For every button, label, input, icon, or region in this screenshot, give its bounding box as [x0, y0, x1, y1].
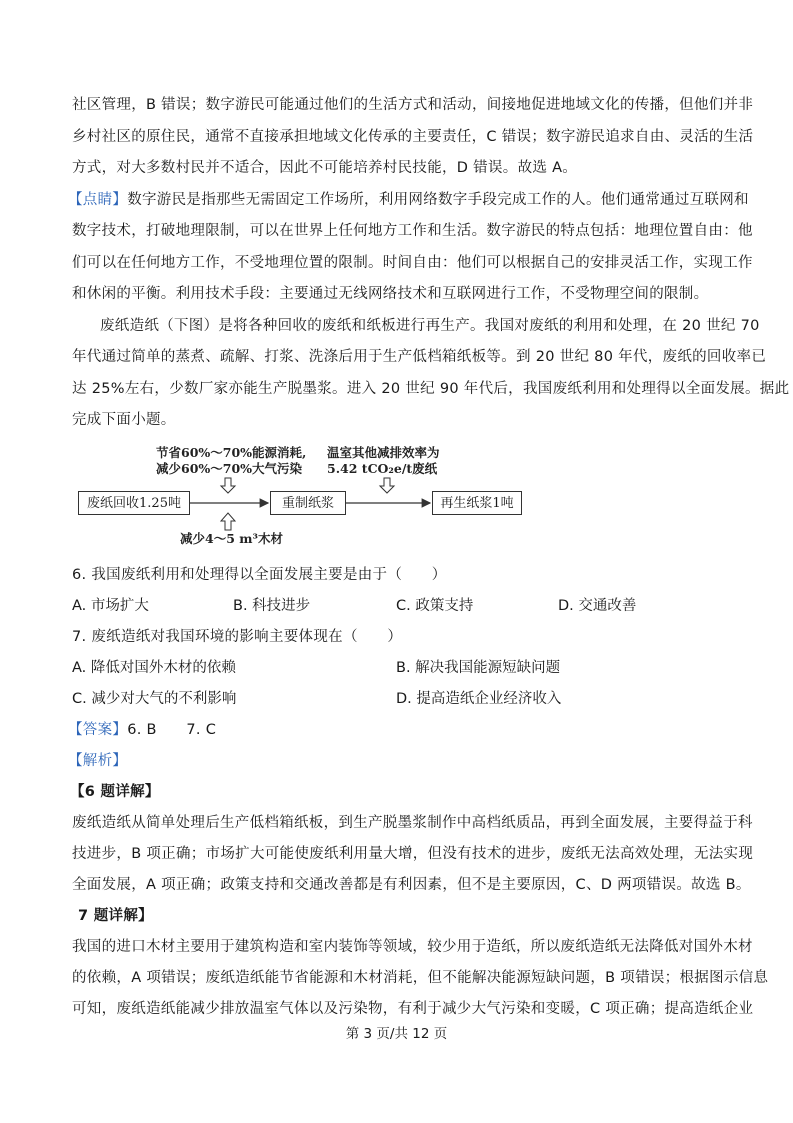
- diagram-note: 减少60%～70%大气污染: [156, 461, 303, 476]
- text-line: 乡村社区的原住民，通常不直接承担地域文化传承的主要责任，C 错误；数字游民追求自由、灵活的生活: [72, 129, 754, 145]
- text-line: 技进步，B 项正确；市场扩大可能使废纸利用量大增，但没有技术的进步，废纸无法高效处理，无法实现: [72, 846, 754, 862]
- text-line: 和休闲的平衡。利用技术手段：主要通过无线网络技术和互联网进行工作，不受物理空间的限制。: [72, 286, 709, 302]
- arrow-down-hollow-icon: [380, 478, 394, 493]
- analysis-heading: [68, 751, 718, 771]
- option-c: C. 减少对大气的不利影响: [72, 691, 237, 707]
- analysis-heading-text: 【解析】: [68, 753, 128, 769]
- option-b: B. 科技进步: [233, 598, 311, 614]
- flow-diagram: [70, 445, 530, 545]
- text-line: 我国的进口木材主要用于建筑构造和室内装饰等领域，较少用于造纸，所以废纸造纸无法降低对国外木材: [72, 939, 753, 955]
- flow-box-recycled-pulp: 再生纸浆1吨: [432, 491, 522, 515]
- text-line: 方式，对大多数村民并不适合，因此不可能培养村民技能，D 错误。故选 A。: [72, 160, 578, 176]
- text-line: 达 25%左右，少数厂家亦能生产脱墨浆。进入 20 世纪 90 年代后，我国废纸利用和处理得以全面发展。据此: [72, 381, 790, 397]
- option-c: C. 政策支持: [396, 598, 474, 614]
- option-d: D. 交通改善: [558, 598, 637, 614]
- text-line: 们可以在任何地方工作，不受地理位置的限制。时间自由：他们可以根据自己的安排灵活工作，实现工作: [72, 255, 753, 271]
- arrow-down-hollow-icon: [221, 478, 235, 493]
- detail-7-heading: 7 题详解】: [78, 908, 153, 924]
- page-number: 第 3 页/共 12 页: [345, 1026, 448, 1042]
- answer-line: [68, 720, 718, 740]
- tip-text: 数字游民是指那些无需固定工作场所，利用网络数字手段完成工作的人。他们通常通过互联网和: [127, 192, 749, 208]
- option-b: B. 解决我国能源短缺问题: [396, 660, 561, 676]
- diagram-note: 节省60%～70%能源消耗,: [156, 445, 307, 460]
- text-line: 全面发展，A 项正确；政策支持和交通改善都是有利因素，但不是主要原因，C、D 两项错误。故选 B。: [72, 877, 751, 893]
- diagram-note: 5.42 tCO₂e/t废纸: [327, 461, 438, 476]
- flow-box-recycle: 废纸回收1.25吨: [78, 491, 190, 515]
- detail-6-heading: 【6 题详解】: [70, 784, 160, 800]
- text-line: 社区管理，B 错误；数字游民可能通过他们的生活方式和活动，间接地促进地域文化的传播，但他们并非: [72, 97, 754, 113]
- option-a: A. 市场扩大: [72, 598, 149, 614]
- option-a: A. 降低对国外木材的依赖: [72, 660, 236, 676]
- tip-heading: 【点睛】: [68, 192, 128, 208]
- diagram-note: 减少4～5 m³木材: [180, 531, 283, 546]
- question-stem: 7. 废纸造纸对我国环境的影响主要体现在（ ）: [72, 629, 403, 645]
- diagram-arrows: [70, 445, 530, 545]
- diagram-note: 温室其他减排效率为: [327, 445, 440, 460]
- text-line: 废纸造纸（下图）是将各种回收的废纸和纸板进行再生产。我国对废纸的利用和处理，在 20 世纪 70: [100, 318, 760, 334]
- flow-box-pulp: 重制纸浆: [270, 491, 346, 515]
- text-line: 完成下面小题。: [72, 412, 176, 428]
- text-line: 的依赖，A 项错误；废纸造纸能节省能源和木材消耗，但不能解决能源短缺问题，B 项错误；根据图示信息: [72, 970, 769, 986]
- question-stem: 6. 我国废纸利用和处理得以全面发展主要是由于（ ）: [72, 567, 447, 583]
- text-line: 年代通过简单的蒸煮、疏解、打浆、洗涤后用于生产低档箱纸板等。到 20 世纪 80 年代，废纸的回收率已: [72, 349, 767, 365]
- option-d: D. 提高造纸企业经济收入: [396, 691, 562, 707]
- arrow-up-hollow-icon: [221, 513, 235, 530]
- answer-text: 6. B 7. C: [127, 722, 217, 738]
- answer-heading: 【答案】: [68, 722, 128, 738]
- tip-line: [68, 190, 749, 210]
- text-line: 可知，废纸造纸能减少排放温室气体以及污染物，有利于减少大气污染和变暖，C 项正确；提高造纸企业: [72, 1001, 754, 1017]
- text-line: 废纸造纸从简单处理后生产低档箱纸板，到生产脱墨浆制作中高档纸质品，再到全面发展，主要得益于科: [72, 815, 753, 831]
- text-line: 数字技术，打破地理限制，可以在世界上任何地方工作和生活。数字游民的特点包括：地理位置自由：他: [72, 223, 753, 239]
